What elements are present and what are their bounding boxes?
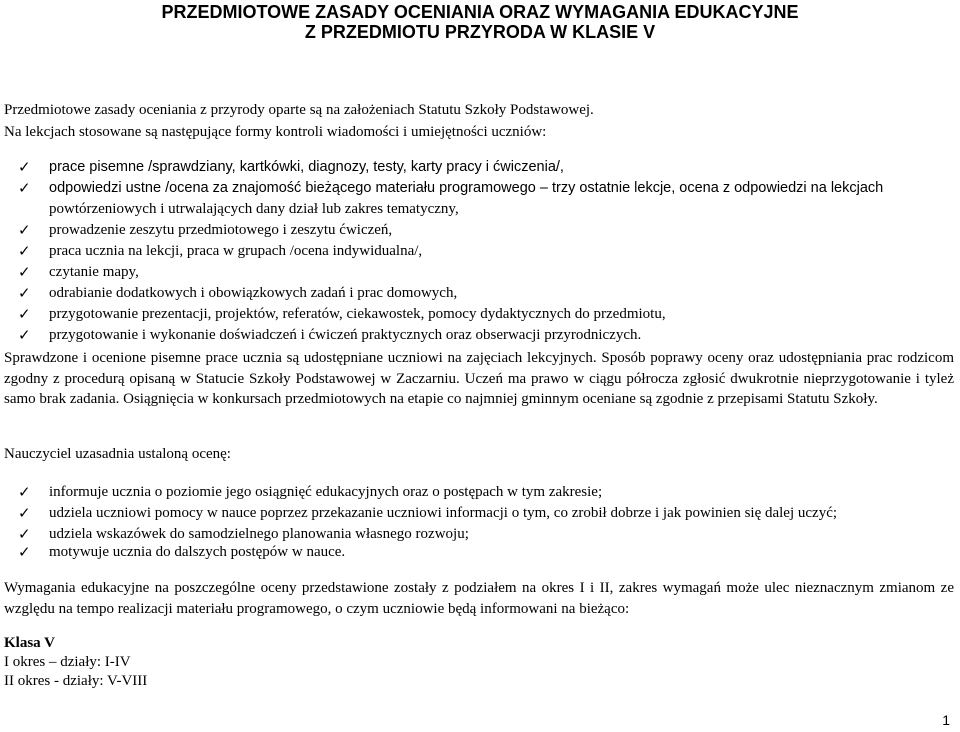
list-item	[18, 542, 958, 562]
list-item	[18, 524, 958, 544]
list-item-text: motywuje ucznia do dalszych postępów w nauce.	[49, 544, 346, 560]
period-2: II okres - działy: V-VIII	[4, 673, 148, 689]
list-item	[18, 178, 958, 198]
list-item	[18, 503, 958, 523]
list-item	[18, 482, 958, 502]
class-heading: Klasa V	[4, 635, 55, 651]
list-item	[18, 241, 958, 261]
check-icon: ✓	[18, 543, 31, 561]
check-icon: ✓	[18, 242, 31, 260]
check-icon: ✓	[18, 483, 31, 501]
paragraph-requirements: Wymagania edukacyjne na poszczególne oceny przedstawione zostały z podziałem na okres I i II, zakres wymagań może ulec nieznacznym zmianom ze względu na tempo realizacji materiału programowego, o czym uczniowie będą informowani na bieżąco:	[4, 580, 954, 617]
intro-line-1: Przedmiotowe zasady oceniania z przyrody oparte są na założeniach Statutu Szkoły Podstawowej.	[4, 102, 594, 118]
list-item-text: czytanie mapy,	[49, 264, 139, 280]
list-item	[18, 304, 958, 324]
check-icon: ✓	[18, 305, 31, 323]
list-item-text: udziela wskazówek do samodzielnego planowania własnego rozwoju;	[49, 526, 469, 542]
check-icon: ✓	[18, 263, 31, 281]
list-item-text: odrabianie dodatkowych i obowiązkowych zadań i prac domowych,	[49, 285, 458, 301]
page-number: 1	[942, 712, 950, 728]
list-item-text: przygotowanie i wykonanie doświadczeń i ćwiczeń praktycznych oraz obserwacji przyrodniczych.	[49, 327, 642, 343]
list-item-text: prowadzenie zeszytu przedmiotowego i zeszytu ćwiczeń,	[49, 222, 393, 238]
check-icon: ✓	[18, 504, 31, 522]
period-1: I okres – działy: I-IV	[4, 654, 131, 670]
list-item-continuation: powtórzeniowych i utrwalających dany dział lub zakres tematyczny,	[49, 201, 459, 217]
document-title-line-2: Z PRZEDMIOTU PRZYRODA W KLASIE V	[304, 22, 656, 42]
list-item-text: odpowiedzi ustne /ocena za znajomość bieżącego materiału programowego – trzy ostatnie lekcje, ocena z odpowiedzi na lekcjach	[49, 180, 884, 196]
document-title-line-1: PRZEDMIOTOWE ZASADY OCENIANIA ORAZ WYMAGANIA EDUKACYJNE	[161, 2, 799, 22]
list-item	[18, 262, 958, 282]
check-icon: ✓	[18, 179, 31, 197]
list-item	[18, 220, 958, 240]
list-item-text: prace pisemne /sprawdziany, kartkówki, diagnozy, testy, karty pracy i ćwiczenia/,	[49, 159, 564, 175]
list-item	[18, 157, 958, 177]
list-item-text: przygotowanie prezentacji, projektów, referatów, ciekawostek, pomocy dydaktycznych do przedmiotu,	[49, 306, 666, 322]
check-icon: ✓	[18, 525, 31, 543]
list-item	[18, 325, 958, 345]
list-item-text: informuje ucznia o poziomie jego osiągnięć edukacyjnych oraz o postępach w tym zakresie;	[49, 484, 603, 500]
list-item-text: praca ucznia na lekcji, praca w grupach /ocena indywidualna/,	[49, 243, 423, 259]
list-item	[18, 283, 958, 303]
check-icon: ✓	[18, 284, 31, 302]
list-item-text: udziela uczniowi pomocy w nauce poprzez przekazanie uczniowi informacji o tym, co zrobił dobrze i jak powinien się dalej uczyć;	[49, 505, 838, 521]
check-icon: ✓	[18, 158, 31, 176]
intro-line-2: Na lekcjach stosowane są następujące formy kontroli wiadomości i umiejętności uczniów:	[4, 124, 547, 140]
check-icon: ✓	[18, 221, 31, 239]
check-icon: ✓	[18, 326, 31, 344]
paragraph-assessment: Sprawdzone i ocenione pisemne prace ucznia są udostępniane uczniowi na zajęciach lekcyjnych. Sposób poprawy oceny oraz udostępniania prac rodzicom zgodny z procedurą opisaną w Statucie Szkoły Podstawowej w Zaczarniu. Uczeń ma prawo w ciągu półrocza zgłosić dwukrotnie nieprzygotowanie i tyleż samo brak zadania. Osiągnięcia w konkursach przedmiotowych na etapie co najmniej gminnym oceniane są zgodnie z przepisami Statutu Szkoły.	[4, 350, 954, 407]
teacher-heading: Nauczyciel uzasadnia ustaloną ocenę:	[4, 446, 231, 462]
